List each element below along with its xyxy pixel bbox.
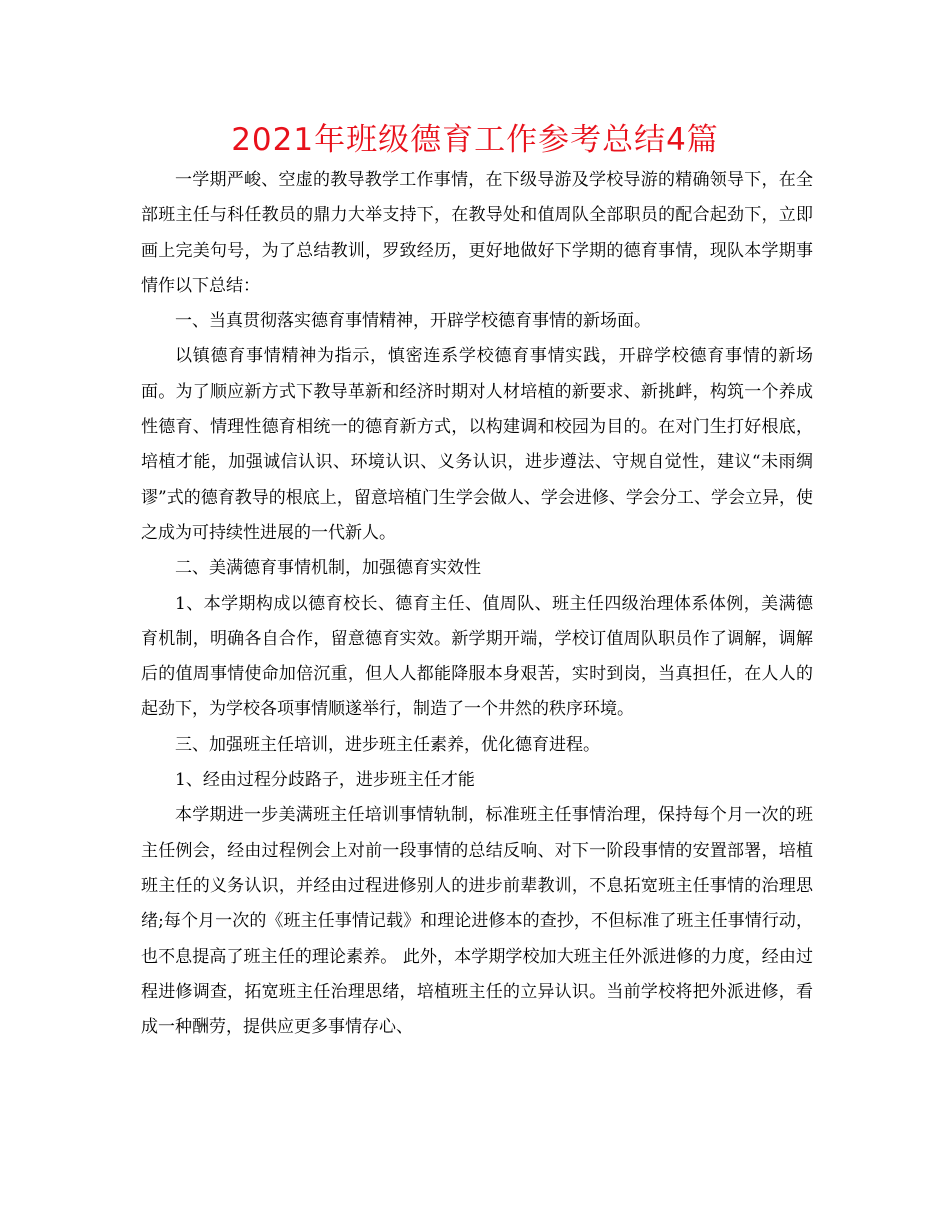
paragraph: 一学期严峻、空虚的教导教学工作事情，在下级导游及学校导游的精确领导下，在全部班主任与科任教员的鼎力大举支持下，在教导处和值周队全部职员的配合起劲下，立即画上完美句号，为了总结教训，罗致经历，更好地做好下学期的德育事情，现队本学期事情作以下总结： <box>141 170 813 296</box>
paragraph: 以镇德育事情精神为指示，慎密连系学校德育事情实践，开辟学校德育事情的新场面。为了顺应新方式下教导革新和经济时期对人材培植的新要求、新挑衅，构筑一个养成性德育、情理性德育相统一的德育新方式，以构建调和校园为目的。在对门生打好根底，培植才能，加强诚信认识、环境认识、义务认识，进步遵法、守规自觉性，建议“未雨绸谬”式的德育教导的根底上，留意培植门生学会做人、学会进修、学会分工、学会立异，使之成为可持续性进展的一代新人。 <box>141 346 813 543</box>
paragraph: 1、本学期构成以德育校长、德育主任、值周队、班主任四级治理体系体例，美满德育机制，明确各自合作，留意德育实效。新学期开端，学校订值周队职员作了调解，调解后的值周事情使命加倍沉重，但人人都能降服本身艰苦，实时到岗，当真担任，在人人的起劲下，为学校各项事情顺遂举行，制造了一个井然的秩序环境。 <box>141 593 813 720</box>
subsection-heading: 1、经由过程分歧路子，进步班主任才能 <box>175 770 475 791</box>
document-title: 2021年班级德育工作参考总结4篇 <box>231 122 719 158</box>
section-heading: 二、美满德育事情机制，加强德育实效性 <box>175 558 481 579</box>
paragraph: 本学期进一步美满班主任培训事情轨制，标准班主任事情治理，保持每个月一次的班主任例会，经由过程例会上对前一段事情的总结反响、对下一阶段事情的安置部署，培植班主任的义务认识，并经由过程进修别人的进步前辈教训，不息拓宽班主任事情的治理思绪;每个月一次的《班主任事情记载》和理论进修本的查抄，不但标准了班主任事情行动，也不息提高了班主任的理论素养。 此外，本学期学校加大班主任外派进修的力度，经由过程进修调查，拓宽班主任治理思绪，培植班主任的立异认识。当前学校将把外派进修，看成一种酬劳，提供应更多事情存心、 <box>141 805 813 1038</box>
section-heading: 三、加强班主任培训，进步班主任素养，优化德育进程。 <box>175 734 600 755</box>
document-body <box>141 163 813 1045</box>
section-heading: 一、当真贯彻落实德育事情精神，开辟学校德育事情的新场面。 <box>175 311 651 332</box>
